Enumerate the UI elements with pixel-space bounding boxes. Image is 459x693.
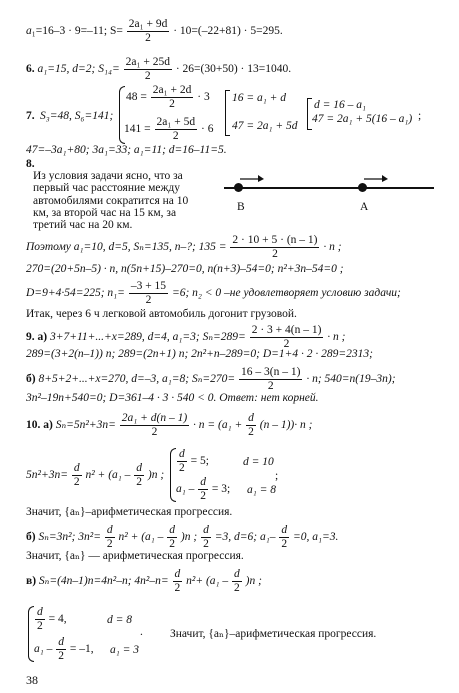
system-10v-2: a₁ – $\frac{d}{2}$ = –1, [34,636,94,662]
problem-8-number: 8. [26,158,35,170]
arrow-icon [240,169,264,183]
point-A [358,183,367,192]
system-bracket [225,90,230,136]
system-eq-6: 47 = 2a₁ + 5(16 – a₁) [312,113,413,125]
problem-10v: в) Sₙ=(4n–1)n=4n²–n; 4n²–n= $\frac{d}{2}$ n²+ (a₁ – $\frac{d}{2}$ )n ; [26,568,262,594]
problem-8-line-3: D=9+4·54=225; n₁= $\frac{-3 + 15}{2}$ =6; n₂ < 0 –не удовлетворяет условию задачи; [26,280,401,306]
punct: . [140,626,143,638]
problem-9a: 9. а) 3+7+11+...+x=289, d=4, a₁=3; Sₙ=289= $\frac{2 \cdot 3 + 4(n - 1)}{2}$ · n ; [26,324,346,350]
problem-10a-line-2: 5n²+3n= $\frac{d}{2}$ n² + (a₁ – $\frac{d}{2}$ )n ; [26,462,165,488]
system-10a-1-res: d = 10 [243,456,274,468]
problem-9b: б) 8+5+2+...+x=270, d=–3, a₁=8; Sₙ=270= $\frac{16 - 3(n - 1)}{2}$ · n; 540=n(19–3n); [26,366,396,392]
point-B [234,183,243,192]
punct: ; [418,110,422,122]
problem-6: 6. a₁=15, d=2; S₁₄= $\frac{\text{2a₁ + 25d}}{2}$ · 26=(30+50) · 13=1040. [26,56,292,82]
problem-10a: 10. а) Sₙ=5n²+3n= $\frac{\text{2a₁ + d(n – 1)}}{2}$ · n = (a₁ + $\frac{d}{2}$ (n – 1))· n ; [26,412,313,438]
problem-7-solution: 47=–3a₁+80; 3a₁=33; a₁=11; d=16–11=5. [26,144,227,156]
problem-8-text: Из условия задачи ясно, что за первый час расстояние между автомобилями сократится на 10 км, за второй час на 15 км, за третий час на 20 км. [33,170,189,232]
page-number: 38 [26,673,38,687]
system-10a-1: $\frac{d}{2}$ = 5; [179,448,209,474]
system-10v-1-res: d = 8 [107,614,133,626]
problem-8-line-2: 270=(20+5n–5) · n, n(5n+15)–270=0, n(n+3)–54=0; n²+3n–54=0 ; [26,263,344,275]
system-eq-1: 48 = $\frac{\text{2a₁ + 2d}}{2}$ · 3 [126,84,210,110]
label-A: A [360,201,369,213]
system-eq-2: 141 = $\frac{\text{2a₁ + 5d}}{2}$ · 6 [124,116,214,142]
fraction: $\frac{\text{2a₁ + 9d}}{2}$ [128,18,168,44]
problem-9b-line-2: 3n²–19n+540=0; D=361–4 · 3 · 540 < 0. Ответ: нет корней. [26,392,319,404]
problem-10b: б) Sₙ=3n²; 3n²= $\frac{d}{2}$ n² + (a₁ – $\frac{d}{2}$ )n ; $\frac{d}{2}$ =3, d=6; a₁– $\frac{d}{2}$ =0, a₁=3. [26,524,339,550]
system-eq-4: 47 = 2a₁ + 5d [232,120,298,132]
problem-8-answer: Итак, через 6 ч легковой автомобиль догонит грузовой. [26,308,297,320]
system-eq-5: d = 16 – a₁ [314,99,367,111]
arrow-icon [364,169,388,183]
fraction: $\frac{\text{2a₁ + 25d}}{2}$ [125,56,170,82]
problem-10v-conclusion: Значит, {aₙ}–арифметическая прогрессия. [170,628,377,640]
problem-7-given: S₃=48, S₆=141; [40,110,114,122]
punct: ; [275,470,279,482]
system-10a-2-res: a₁ = 8 [247,484,277,496]
system-10v-1: $\frac{d}{2}$ = 4, [37,606,67,632]
line-a1-s10: a₁=16–3 · 9=–11; S= $\frac{\text{2a₁ + 9d}}{2}$ · 10=(–22+81) · 5=295. [26,18,283,44]
system-10v-2-res: a₁ = 3 [110,644,140,656]
system-eq-3: 16 = a₁ + d [232,92,287,104]
problem-10a-conclusion: Значит, {aₙ}–арифметическая прогрессия. [26,506,233,518]
label-B: B [237,201,245,213]
system-10a-2: a₁ – $\frac{d}{2}$ = 3; [176,476,231,502]
problem-9a-line-2: 289=(3+2(n–1)) n; 289=(2n+1) n; 2n²+n–289=0; D=1+4 · 2 · 289=2313; [26,348,374,360]
problem-8-line-1: Поэтому a₁=10, d=5, Sₙ=135, n–?; 135 = $\frac{2 \cdot 10 + 5 \cdot (n - 1)}{2}$ · n ; [26,234,342,260]
road-line [224,187,434,189]
problem-7-number: 7. [26,110,35,122]
problem-10b-conclusion: Значит, {aₙ} — арифметическая прогрессия. [26,550,244,562]
